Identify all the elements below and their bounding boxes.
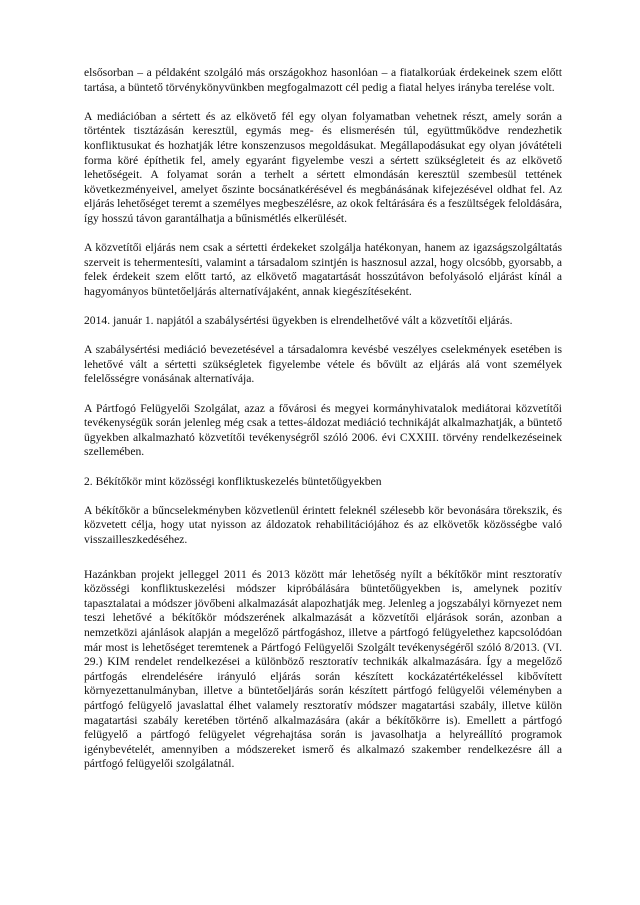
paragraph-intro-continuation: elsősorban – a példaként szolgáló más országokhoz hasonlóan – a fiatalkorúak érdekeinek szem előtt tartása, a büntető törvénykönyvünkben megfogalmazott cél pedig a fiatal helyes irányba terelése volt.: [84, 66, 562, 94]
paragraph-mediation-benefits: A közvetítői eljárás nem csak a sértetti érdekeket szolgálja hatékonyan, hanem az igazságszolgáltatás szerveit is tehermentesíti, valamint a társadalom szintjén is hasznosul azzal, hogy olcsóbb, gyorsabb, a felek érdekeit szem előtt tartó, az elkövető magatartását hosszútávon befolyásoló eljárást kínál a hagyományos büntetőeljárás alternatívájaként, annak kiegészítéseként.: [84, 241, 562, 298]
paragraph-misdemeanor-mediation: A szabálysértési mediáció bevezetésével a társadalomra kevésbé veszélyes cselekmények esetében is lehetővé vált a sértetti szükségletek figyelembe vétele és bővült az eljárás alá vont személyek felelősségre vonásának alternatívája.: [84, 343, 562, 386]
document-page: [84, 66, 562, 787]
paragraph-peace-circle-aim: A békítőkör a bűncselekményben közvetlenül érintett feleknél szélesebb kör bevonására törekszik, és közvetett célja, hogy utat nyisson az áldozatok rehabilitációjához és az elkövetők közösségbe való visszailleszkedéséhez.: [84, 503, 562, 546]
paragraph-probation-service: A Pártfogó Felügyelői Szolgálat, azaz a fővárosi és megyei kormányhivatalok mediátorai közvetítői tevékenységük során jelenleg még csak a tettes-áldozat mediáció technikáját alkalmazhatják, a büntető ügyekben alkalmazható közvetítői tevékenységről szóló 2006. évi CXXIII. törvény rendelkezéseinek szellemében.: [84, 401, 562, 459]
section-heading: 2. Békítőkör mint közösségi konfliktuskezelés büntetőügyekben: [84, 474, 382, 488]
paragraph-mediation-process: A mediációban a sértett és az elkövető fél egy olyan folyamatban vehetnek részt, amely során a történtek tisztázásán keresztül, egymás meg- és elismerésén túl, együttműködve rendezhetik konfliktusukat és hozhatják létre konszenzusos megoldásukat. Megállapodásukat egy olyan jóvátételi forma köré építhetik fel, amely egyaránt figyelembe veszi a sértett szükségleteit és az elkövető lehetőségeit. A folyamat során a terhelt a sértett elmondásán keresztül szembesül tettének következményeivel, amelyet őszinte bocsánatkérésével és megbánásának kifejezésével oldhat fel. Az eljárás lehetőséget teremt a személyes megbeszélésre, az okok feltárására és a feszültségek feloldására, így hosszú távon garantálhatja a bűnismétlés elkerülését.: [84, 109, 562, 225]
paragraph-peace-circle-hungary: Hazánkban projekt jelleggel 2011 és 2013 között már lehetőség nyílt a békítőkör mint resztoratív közösségi konfliktuskezelési módszer kipróbálására büntetőügyekben is, amelynek pozitív tapasztalatai a módszer jövőbeni alkalmazását alapozhatják meg. Jelenleg a jogszabályi környezet nem teszi lehetővé a békítőkör módszerének alkalmazását a közvetítői eljárások során, azonban a nemzetközi ajánlások alapján a megelőző pártfogáshoz, illetve a pártfogó felügyelethez kapcsolódóan már most is lehetőséget teremtenek a Pártfogó Felügyelői Szolgált tevékenységéről szóló 8/2013. (VI. 29.) KIM rendelet rendelkezései a különböző resztoratív technikák alkalmazására. Így a megelőző pártfogás elrendelésére irányuló eljárás során készített kockázatértékeléssel kibővített környezettanulmányban, illetve a büntetőeljárás során készített pártfogó felügyelői véleményben a pártfogó felügyelő javaslattal élhet valamely resztoratív módszer magatartási szabály, illetve külön magatartási szabály keretében történő alkalmazására (akár a békítőkörre is). Emellett a pártfogó felügyelő a pártfogó felügyelet végrehajtása során is javasolhatja a helyreállító programok igénybevételét, amennyiben a módszereket ismerő és alkalmazó szakember rendelkezésre áll a pártfogó felügyelői szolgálatnál.: [84, 567, 562, 771]
paragraph-2014-change: 2014. január 1. napjától a szabálysértési ügyekben is elrendelhetővé vált a közvetítői eljárás.: [84, 314, 513, 328]
